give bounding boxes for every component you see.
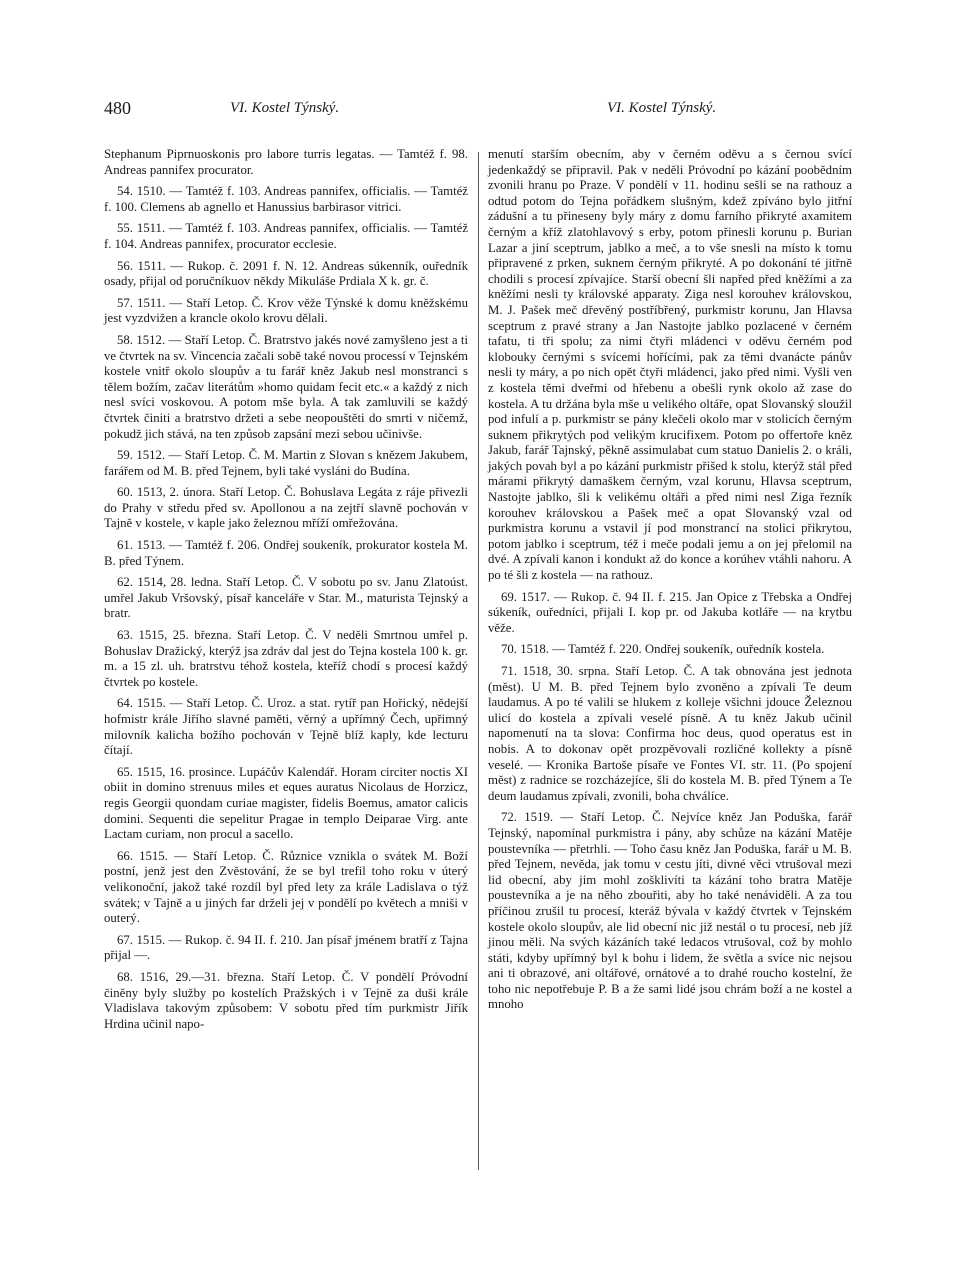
entry-59: 59. 1512. — Staří Letop. Č. M. Martin z Slovan s knězem Jakubem, farářem od M. B. před Tejnem, byli také vysláni do Budína.	[104, 448, 468, 478]
left-column	[104, 147, 468, 1038]
column-divider	[478, 152, 479, 1170]
entry-62: 62. 1514, 28. ledna. Staří Letop. Č. V sobotu po sv. Janu Zlatoúst. umřel Jakub Vršovský, písař kanceláře v Star. M., maturista Tejnský a bratr.	[104, 575, 468, 621]
entry-71: 71. 1518, 30. srpna. Staří Letop. Č. A tak obnována jest jednota (měst). U M. B. před Tejnem bylo zvoněno a zpívali Te deum laudamus. A po té valili se hlukem z kolleje všichni jdouce Železnou ulicí do kostela a zpívali veselé písně. A tu kněz Jakub učinil napomenutí na ta slova: Confirma hoc deus, quod operatus est in nobis. A to dokonav opět prozpěvovali rozličné kollekty a písně veselé. — Kronika Bartoše písaře ve Fontes VI. str. 11. (Po spojení měst) z radnice se rozcházejíce, šli do kostela M. B. před Týnem a Te deum laudamus zpívali, zvonili, boha chválíce.	[488, 664, 852, 803]
entry-61: 61. 1513. — Tamtéž f. 206. Ondřej soukeník, prokurator kostela M. B. před Týnem.	[104, 538, 468, 568]
entry-68: 68. 1516, 29.—31. března. Staří Letop. Č. V pondělí Próvodní činěny byly služby po kostelích Pražských i v Tejně za duši krále Vladislava takovým způsobem: V sobotu před tím purkmistr Jiřík Hrdina učinil napo-	[104, 969, 468, 1031]
entry-55: 55. 1511. — Tamtéž f. 103. Andreas pannifex, officialis. — Tamtéž f. 104. Andreas pannifex, procurator ecclesie.	[104, 221, 468, 251]
right-column	[488, 147, 852, 1019]
entry-65: 65. 1515, 16. prosince. Lupáčův Kalendář. Horam circiter noctis XI obiit in domino strenuus miles et eques auratus Nicolaus de Horzicz, regis Georgii quondam curiae magister, fidelis Boemus, amator calicis domini. Sequenti die sepelitur Pragae in templo Deiparae Virg. ante Lactam curiam, non procul a sacello.	[104, 764, 468, 842]
entry-70: 70. 1518. — Tamtéž f. 220. Ondřej soukeník, ouředník kostela.	[501, 642, 825, 657]
right-running-title: VI. Kostel Týnský.	[607, 100, 717, 116]
entry-54: 54. 1510. — Tamtéž f. 103. Andreas pannifex, officialis. — Tamtéž f. 100. Clemens ab agnello et Hanussius barbirasor vitrici.	[104, 184, 468, 214]
entry-57: 57. 1511. — Staří Letop. Č. Krov věže Týnské k domu kněžskému jest vyzdvižen a krancle okolo krovu dělali.	[104, 295, 468, 326]
entry-64: 64. 1515. — Staří Letop. Č. Uroz. a stat. rytíř pan Hořický, nědejší hofmistr krále Jiřího slavné paměti, věrný a upřímný Čech, upřimný milovník kalicha božího pochován v Tejně blíž kaply, kde lecturu čítají.	[104, 696, 468, 758]
entry-56: 56. 1511. — Rukop. č. 2091 f. N. 12. Andreas súkenník, ouředník osady, přijal od poručníkuov někdy Mikuláše Prdiala X k. gr. č.	[104, 258, 468, 289]
page-number: 480	[104, 98, 131, 118]
entry-paragraph: Stephanum Piprnuoskonis pro labore turris legatas. — Tamtéž f. 98. Andreas pannifex procurator.	[104, 147, 468, 177]
entry-68-continued: menutí starším obecním, aby v černém oděvu a s černou svící jedenkaždý se připravil. Pak v neděli Próvodní po kázání poobědním zvonili hranu po Praze. V pondělí v 11. hodinu sešli se na rathouz a odtud potom do Tejna pořádkem slušným, kdež zpíváno bylo jitřní zádušní a tu přineseny byly máry z domu farního přikryté axamitem černým a kříž zlatohlavový s erby, potom přinesli korunu p. Burian Lazar a jiní sceptrum, jablko a meč, a to vše snesli na místo k tomu připravené z prken, suknem černým přikryté. A po dokonání té jitřně chodili s procesí zpívajíce. Starší obecní šli napřed před kněžími a za kněžími nesli ty královské apparaty. Ziga nesl korouhev královskou, M. J. Pašek meč dřevěný postříbřený, purkmistr korunu, Jan Hlavsa sceptrum z pravé strany a Jan Nastojte jablko pozlacené v černém tafatu, ti tři spolu; za nimi čtyři mládenci v oděvu černém pod klobouky černými s svícemi hořícími, pak za těmi dvanácte pánův nesli ty máry, a po nich opět čtyři mládenci, jako před nimi. Vyšli ven z kostela těmi dveřmi od hřebenu a obešli rynk okolo až zase do kostela. A tu držána byla mše u velikého oltáře, opat Slovanský sloužil pod infulí a p. purkmistr se pány klečeli okolo mar v stolicích černým suknem přikrytých pod velikým krucifixem. Potom po offertoře kněz Jakub, farář Tajnský, pěkně assimulabat cum statuo Danielis 2. o králi, jakých povah byl a po kázání purkmistr přišed k stolu, kterýž stál před márami přikrytý damaškem černým, vzal korunu, Hlavsa sceptrum, Nastojte jablko, šli k velikému oltáři a před nimi nesl Ziga řezník korouhev královskou a Pašek meč a opat Slovanský vzal od purkmistra korunu a vstavil jí pod monstrancí na stolici přikrytou, potom jablko i sceptrum, též i meče podali jemu a on jej přelomil na dvé. A zpívali kanon i kondukt až do konce a korúhev vtáhli nahoru. A po té šli z kostela — na rathouz.	[488, 147, 852, 583]
entry-58: 58. 1512. — Staří Letop. Č. Bratrstvo jakés nové zamyšleno jest a ti ve čtvrtek na sv. Vincencia začali sobě také novou processí v Tejnském kostele vnitř okolo sloupův a tu farář kněz Jakub nesl monstranci s tělem božím, začav literátům »homo quidam fecit etc.« a každý z nich nesl svíci voskovou. A potom mše byla. A tak zamluvili se každý čtvrtek činiti a bratrstvo držeti a sebe neopouštěti do smrti v ničemž, pokudž jich stává, na ten způsob zapsání mezi sebou učinivše.	[104, 332, 468, 441]
entry-63: 63. 1515, 25. března. Staří Letop. Č. V neděli Smrtnou umřel p. Bohuslav Dražický, kterýž jsa zdráv dal jest do Tejna kostela 100 k. gr. m. a 15 zl. uh. bratrstvu téhož kostela, kteříž chodí s procesí každý čtvrtek po kostele.	[104, 628, 468, 689]
entry-66: 66. 1515. — Staří Letop. Č. Různice vznikla o svátek M. Boží postní, jenž jest den Zvěstování, že se byl trefil toho roku v úterý velikonoční, jakož také rozdíl byl před lety za krále Ladislava o týž svátek; v Tajně a u jiných far drželi jej v pondělí po květech a mniši v outerý.	[104, 848, 468, 926]
entry-60: 60. 1513, 2. února. Staří Letop. Č. Bohuslava Legáta z ráje přivezli do Prahy v středu před sv. Apollonou a na zejtří slavně pochován v Tajně v kostele, v kaple jako železnou mříží omřežována.	[104, 485, 468, 531]
running-header	[0, 98, 960, 128]
left-running-title: VI. Kostel Týnský.	[230, 100, 340, 116]
entry-72: 72. 1519. — Staří Letop. Č. Nejvíce kněz Jan Poduška, farář Tejnský, napomínal purkmistra i pány, aby schůze na kázání Matěje poustevníka — přetrhli. — Toho času kněz Jan Poduška, farář u M. B. před Tejnem, nevěda, jak tomu v cestu jíti, divné věci vtrušoval mezi lid obecní, aby jim mohl zošklivíti ta kázání toho bratra Matěje poustevníka a je na něho zbouřiti, aby ho také nenáviděli. A za tou příčinou zrušil tu procesí, kteráž bývala v každý čtvrtek v Tejnském kostele okolo sloupův, ale lid obecní nic již nestál o tu procesí, neb jíž jinou měli. Na svých kázáních také ledacos vtrušoval, což by mohlo státi, kdyby upřímný byl k bohu i lidem, že světla a svíce nic nejsou ani ti obrazové, ani oltářové, ornátové a to drahé roucho kostelní, že toho nic nepotřebuje P. B a že sami lidé jsou chrám boží a ne kostel a mnoho	[488, 810, 852, 1012]
entry-67: 67. 1515. — Rukop. č. 94 II. f. 210. Jan písař jménem bratří z Tajna přijal —.	[104, 932, 468, 963]
entry-69: 69. 1517. — Rukop. č. 94 II. f. 215. Jan Opice z Třebska a Ondřej súkeník, ouředníci, přijali I. kop pr. od Jakuba kotláře — na krytbu věže.	[488, 589, 852, 635]
